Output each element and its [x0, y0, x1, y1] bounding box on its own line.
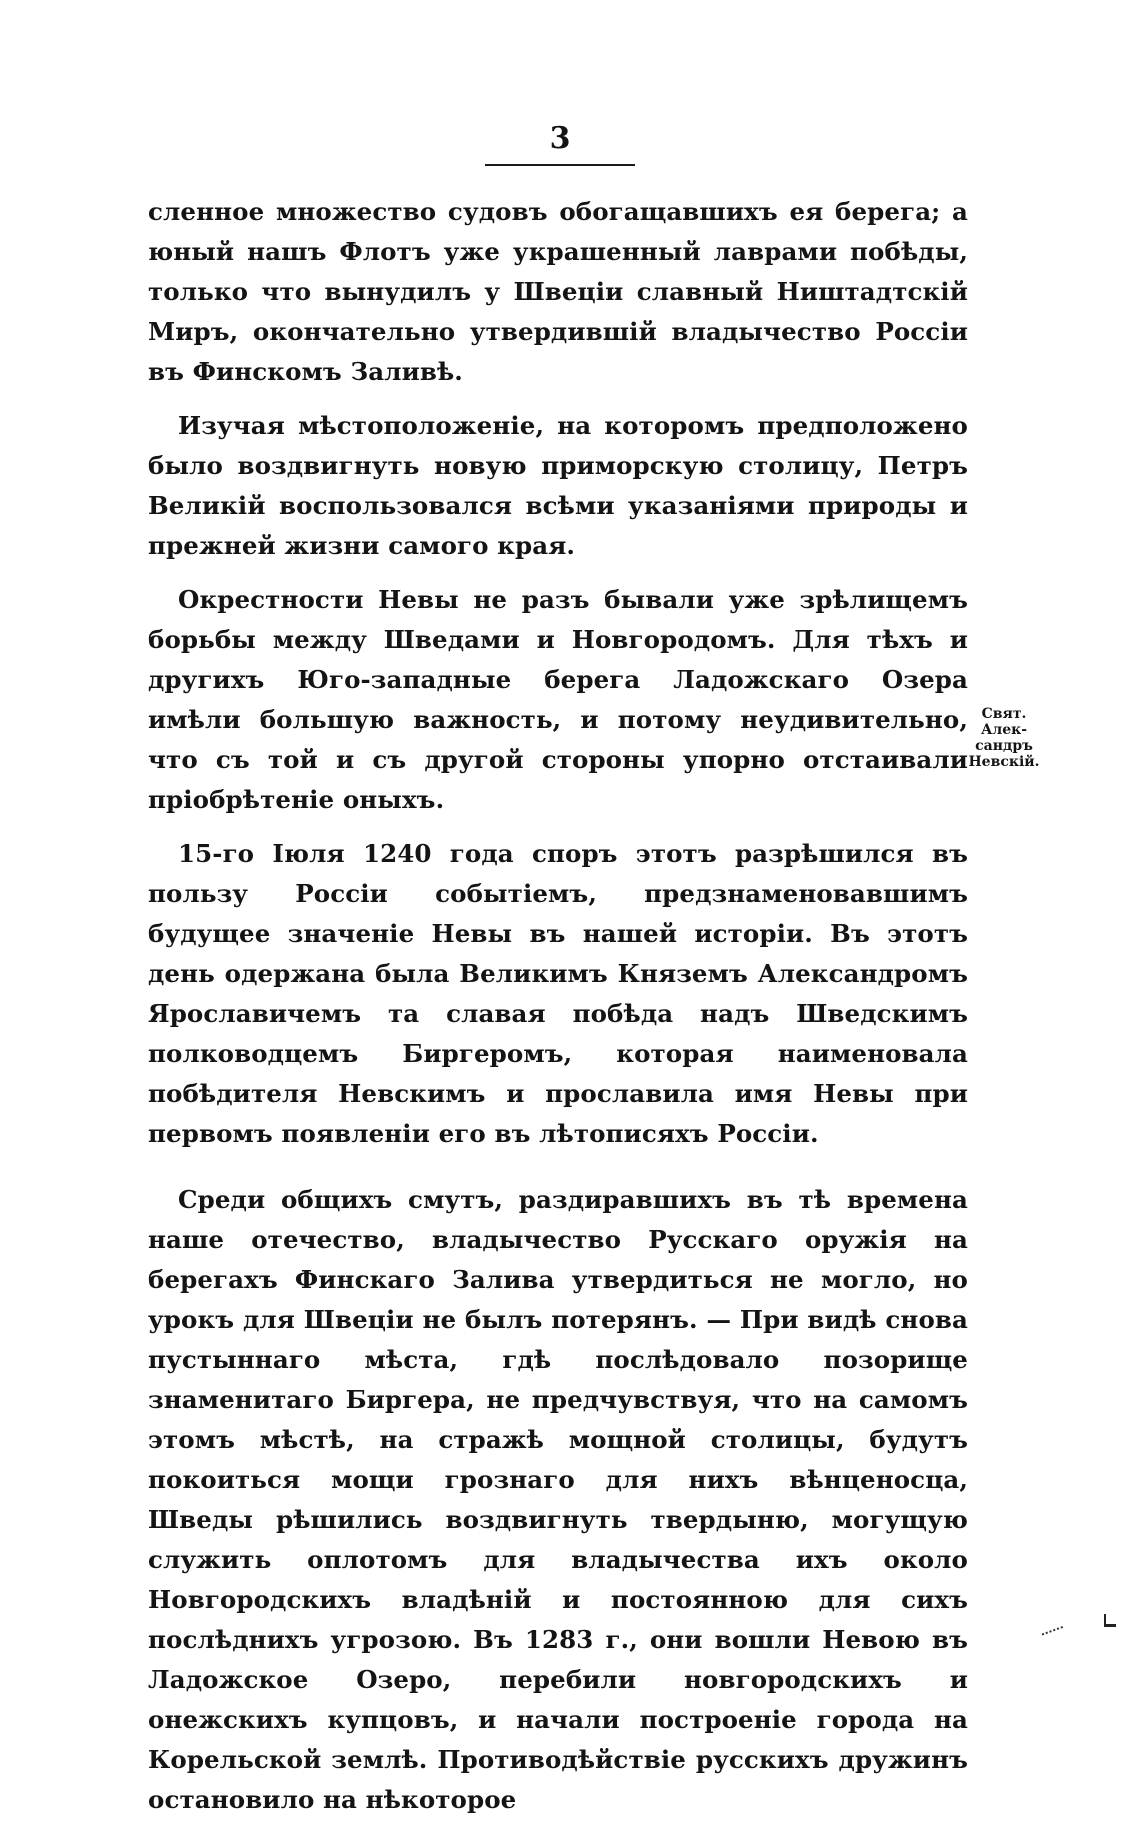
paragraph-1: сленное множество судовъ обогащавшихъ ея берега; а юный нашъ Флотъ уже украшенный лаврами побѣды, только что вынудилъ у Швеціи славный Ништадтскій Миръ, окончательно утвердившій владычество Россіи въ Финскомъ Заливѣ.: [148, 197, 968, 386]
margin-note-line: Свят.: [981, 706, 1027, 722]
header-rule: [485, 164, 635, 166]
paragraph-3: Окрестности Невы не разъ бывали уже зрѣлищемъ борьбы между Шведами и Новгородомъ. Для тѣхъ и другихъ Юго-западные берега Ладожскаго Озера имѣли большую важность, и потому неудивительно, что съ той и съ другой стороны упорно отстаивали пріобрѣтеніе оныхъ.: [148, 585, 968, 814]
margin-note: [968, 706, 1040, 770]
margin-note-line: Алек-: [980, 722, 1028, 738]
page-body: [148, 192, 968, 1834]
paragraph-4: 15-го Іюля 1240 года споръ этотъ разрѣшился въ пользу Россіи событіемъ, предзнаменовавшимъ будущее значеніе Невы въ нашей исторіи. Въ этотъ день одержана была Великимъ Княземъ Александромъ Ярославичемъ та славая побѣда надъ Шведскимъ полководцемъ Биргеромъ, которая наименовала побѣдителя Невскимъ и прославила имя Невы при первомъ появленіи его въ лѣтописяхъ Россіи.: [148, 839, 968, 1148]
scan-speck: [1039, 1619, 1063, 1636]
scan-speck: [1104, 1614, 1116, 1627]
paragraph-2: Изучая мѣстоположеніе, на которомъ предположено было воздвигнуть новую приморскую столицу, Петръ Великій воспользовался всѣми указаніями природы и прежней жизни самого края.: [148, 411, 968, 560]
paragraph-5: Среди общихъ смутъ, раздиравшихъ въ тѣ времена наше отечество, владычество Русскаго оружія на берегахъ Финскаго Залива утвердиться не могло, но урокъ для Швеціи не былъ потерянъ. — При видѣ снова пустыннаго мѣста, гдѣ послѣдовало позорище знаменитаго Биргера, не предчувствуя, что на самомъ этомъ мѣстѣ, на стражѣ мощной столицы, будутъ покоиться мощи грознаго для нихъ вѣнценосца, Шведы рѣшились воздвигнуть твердыню, могущую служить оплотомъ для владычества ихъ около Новгородскихъ владѣній и постоянною для сихъ послѣднихъ угрозою. Въ 1283 г., они вошли Невою въ Ладожское Озеро, перебили новгородскихъ и онежскихъ купцовъ, и начали построеніе города на Корельской землѣ. Противодѣйствіе русскихъ дружинъ остановило на нѣкоторое: [148, 1185, 968, 1814]
margin-note-line: сандръ: [975, 738, 1033, 754]
margin-note-line: Невскій.: [968, 754, 1040, 770]
page-number: 3: [549, 121, 571, 156]
